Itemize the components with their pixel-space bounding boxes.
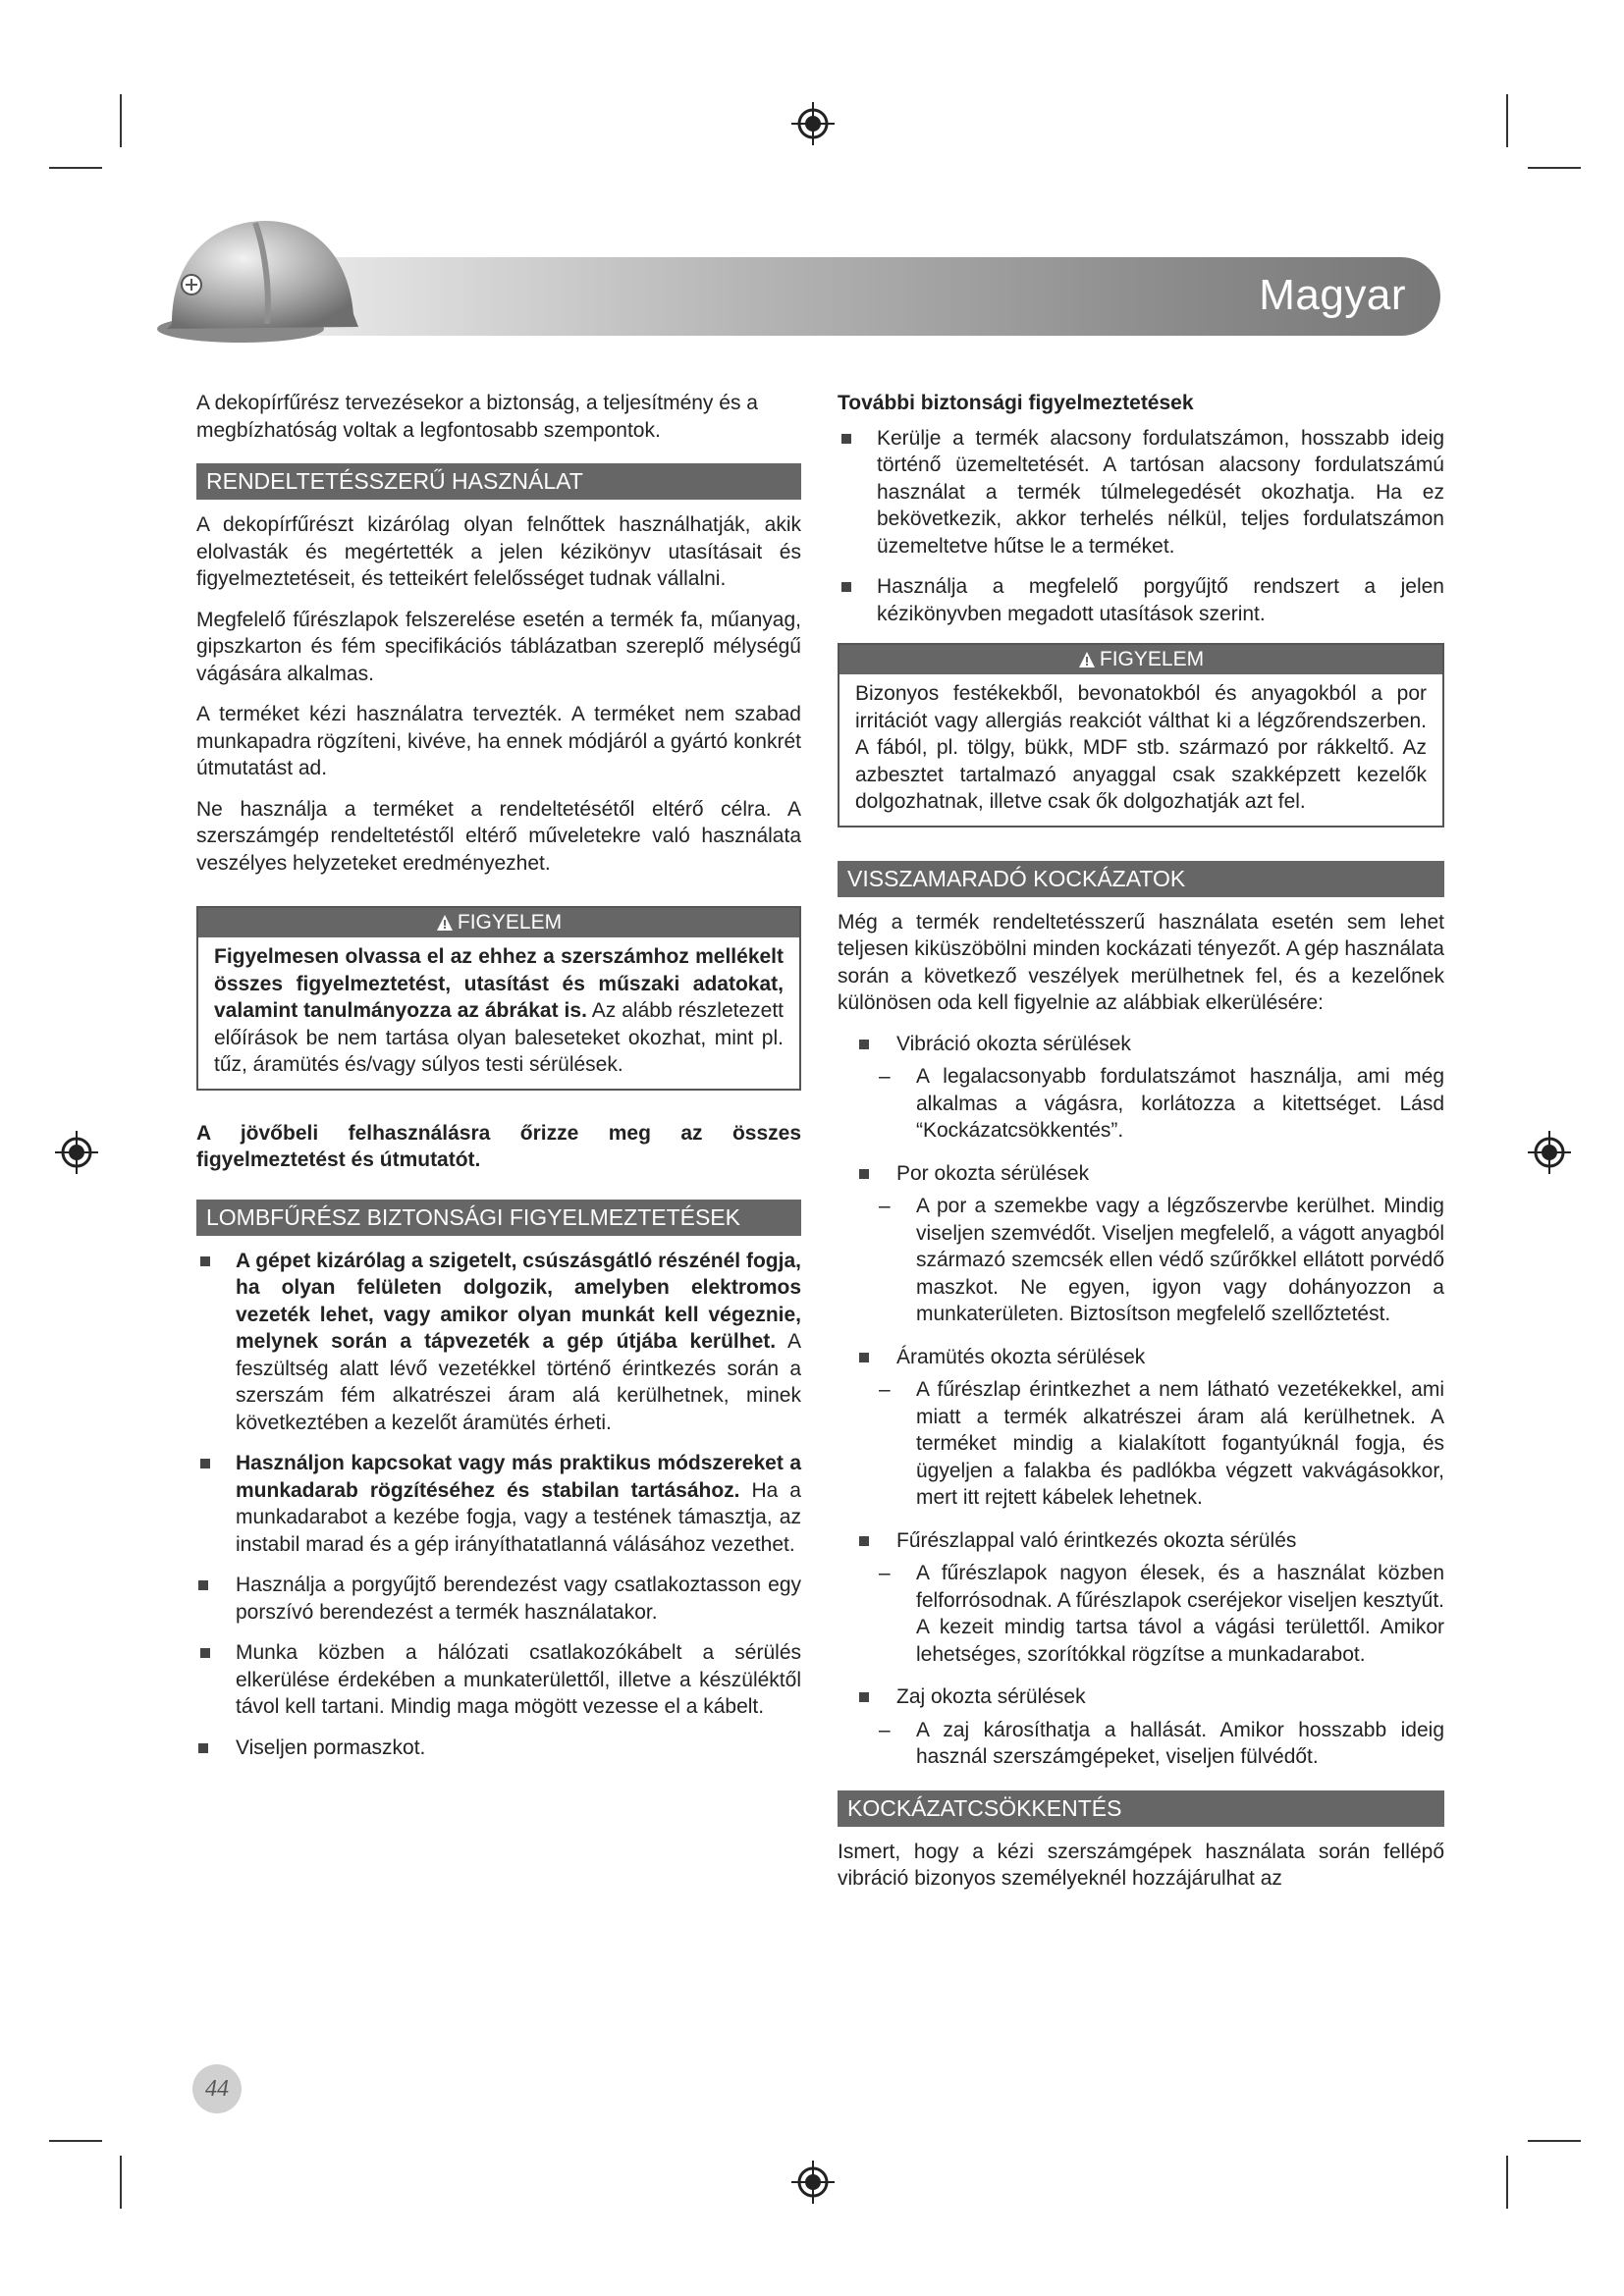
page-number: 44 — [192, 2064, 242, 2113]
warning-icon — [1078, 651, 1096, 668]
list-item: Használja a megfelelő porgyűjtő rendszert a jelen kézikönyvben megadott utasítások szerint. — [838, 573, 1444, 627]
right-column — [838, 390, 1444, 1906]
list-item: Viseljen pormaszkot. — [177, 1735, 801, 1762]
warning-box — [838, 643, 1444, 828]
warning-text: Bizonyos festékekből, bevonatokból és anyagokból a por irritációt vagy allergiás reakciót válthat ki a légzőrendszerben. A fából, pl. tölgy, bükk, MDF stb. származó por rákkeltő. Az azbesztet tartalmazó anyaggal csak szakképzett kezelők dolgozhatnak, illetve csak ők dolgozhatják azt fel. — [855, 682, 1427, 813]
registration-mark-icon — [791, 2161, 835, 2204]
risk-item: Por okozta sérülések — [838, 1160, 1444, 1188]
risk-item: Vibráció okozta sérülések — [838, 1031, 1444, 1058]
language-title: Magyar — [1259, 271, 1406, 319]
hard-hat-icon — [147, 211, 383, 348]
safety-list — [196, 1248, 801, 1559]
warning-title: FIGYELEM — [1099, 648, 1205, 670]
risk-detail: – A fűrészlapok nagyon élesek, és a használat közben felforrósodnak. A fűrészlapok cseréjekor viseljen kesztyűt. A kezeit mindig tartsa távol a vágási területtől. Amikor lehetséges, szorítókkal rögzítse a munkadarabot. — [838, 1560, 1444, 1668]
section-heading: RENDELTETÉSSZERŰ HASZNÁLAT — [196, 463, 801, 500]
crop-mark — [49, 2140, 102, 2142]
left-column — [196, 390, 801, 1775]
paragraph: A dekopírfűrészt kizárólag olyan felnőttek használhatják, akik elolvasták és megértették a jelen kézikönyv utasításait és figyelmeztetéseit, és tetteikért felelősséget tudnak vállalni. — [196, 513, 801, 590]
registration-mark-icon — [1528, 1131, 1571, 1174]
extra-warnings-list — [838, 425, 1444, 628]
safety-list — [177, 1735, 801, 1762]
risk-item: Zaj okozta sérülések — [838, 1683, 1444, 1711]
crop-mark — [120, 2156, 122, 2209]
risk-detail: – A fűrészlap érintkezhet a nem látható vezetékekkel, ami miatt a termék alkatrészei áram alá kerülhetnek. A terméket mindig a kialakított fogantyúknál fogja, és ügyeljen a falakba és padlókba végzett vakvágásokkor, mert itt rejtett kábelek lehetnek. — [838, 1376, 1444, 1512]
section-heading: VISSZAMARADÓ KOCKÁZATOK — [838, 861, 1444, 897]
paragraph: Még a termék rendeltetésszerű használata esetén sem lehet teljesen kiküszöbölni minden kockázati tényezőt. A gép használata során a következő veszélyek merülhetnek fel, és a kezelőnek különösen oda kell figyelnie az alábbiak elkerülésére: — [838, 910, 1444, 1014]
safety-list — [177, 1572, 801, 1626]
crop-mark — [120, 94, 122, 147]
list-item: Használjon kapcsokat vagy más praktikus módszereket a munkadarab rögzítéséhez és stabilan tartásához. Ha a munkadarabot a kezébe fogja, vagy a testének támasztja, az instabil marad és a gép irányíthatatlanná válásához vezethet. — [196, 1450, 801, 1558]
registration-mark-icon — [55, 1131, 98, 1174]
warning-title: FIGYELEM — [457, 911, 563, 934]
warning-text: Figyelmesen olvassa el az ehhez a szerszámhoz mellékelt összes figyelmeztetést, utasítást és műszaki adatokat, valamint tanulmányozza az ábrákat is. Az alább részletezett előírások be nem tartása olyan baleseteket okozhat, mint pl. tűz, áramütés és/vagy súlyos testi sérülések. — [214, 945, 784, 1076]
warning-box — [196, 906, 801, 1091]
risk-detail: – A legalacsonyabb fordulatszámot használja, ami még alkalmas a vágásra, korlátozza a kitettséget. Lásd “Kockázatcsökkentés”. — [838, 1063, 1444, 1145]
risk-item: Fűrészlappal való érintkezés okozta sérülés — [838, 1527, 1444, 1555]
paragraph: A terméket kézi használatra tervezték. A terméket nem szabad munkapadra rögzíteni, kivéve, ha ennek módjáról a gyártó konkrét útmutatást ad. — [196, 703, 801, 779]
list-item: Használja a porgyűjtő berendezést vagy csatlakoztasson egy porszívó berendezést a termék használatakor. — [177, 1572, 801, 1626]
intro-paragraph: A dekopírfűrész tervezésekor a biztonság, a teljesítmény és a megbízhatóság voltak a legfontosabb szempontok. — [196, 392, 758, 442]
risk-item: Áramütés okozta sérülések — [838, 1344, 1444, 1371]
list-item: Munka közben a hálózati csatlakozókábelt a sérülés elkerülése érdekében a munkaterülettől, illetve a készüléktől távol kell tartani. Mindig maga mögött vezesse el a kábelt. — [196, 1639, 801, 1721]
crop-mark — [1528, 167, 1581, 169]
warning-header — [198, 908, 799, 937]
crop-mark — [1506, 2156, 1508, 2209]
list-item: Kerülje a termék alacsony fordulatszámon, hosszabb ideig történő üzemeltetését. A tartósan alacsony fordulatszámú használat a termék túlmelegedését okozhatja. Ha ez bekövetkezik, akkor terhelés nélkül, teljes fordulatszámon üzemeltetve hűtse le a terméket. — [838, 425, 1444, 561]
crop-mark — [1528, 2140, 1581, 2142]
paragraph: Ne használja a terméket a rendeltetésétől eltérő célra. A szerszámgép rendeltetéstől eltérő műveletekre való használata veszélyes helyzeteket eredményezhet. — [196, 797, 801, 875]
warning-header — [839, 645, 1442, 674]
crop-mark — [49, 167, 102, 169]
section-heading: KOCKÁZATCSÖKKENTÉS — [838, 1790, 1444, 1827]
section-heading: LOMBFŰRÉSZ BIZTONSÁGI FIGYELMEZTETÉSEK — [196, 1200, 801, 1236]
risk-detail: – A por a szemekbe vagy a légzőszervbe kerülhet. Mindig viseljen szemvédőt. Viseljen megfelelő, a vágott anyagból származó szemcsék ellen védő szűrőkkel ellátott porvédő maszkot. Ne egyen, igyon vagy dohányozzon a munkaterületen. Biztosítson megfelelő szellőztetést. — [838, 1193, 1444, 1328]
crop-mark — [1506, 94, 1508, 147]
paragraph: Megfelelő fűrészlapok felszerelése esetén a termék fa, műanyag, gipszkarton és fém specifikációs táblázatban szereplő mélységű vágására alkalmas. — [196, 608, 801, 685]
subheading: További biztonsági figyelmeztetések — [838, 392, 1194, 414]
safety-list — [196, 1639, 801, 1721]
keep-instructions-note: A jövőbeli felhasználásra őrizze meg az összes figyelmeztetést és útmutatót. — [196, 1121, 801, 1171]
registration-mark-icon — [791, 102, 835, 145]
paragraph: Ismert, hogy a kézi szerszámgépek használata során fellépő vibráció bizonyos személyeknél hozzájárulhat az — [838, 1840, 1444, 1890]
warning-icon — [436, 914, 454, 932]
risk-detail: – A zaj károsíthatja a hallását. Amikor hosszabb ideig használ szerszámgépeket, viseljen fülvédőt. — [838, 1717, 1444, 1771]
list-item: A gépet kizárólag a szigetelt, csúszásgátló részénél fogja, ha olyan felületen dolgozik, amelyben elektromos vezeték lehet, vagy amikor olyan munkát kell végeznie, melynek során a tápvezeték a gép útjába kerülhet. A feszültség alatt lévő vezetékkel történő érintkezés során a szerszám fém alkatrészei áram alá kerülhetnek, minek következtében a kezelőt áramütés érheti. — [196, 1248, 801, 1437]
